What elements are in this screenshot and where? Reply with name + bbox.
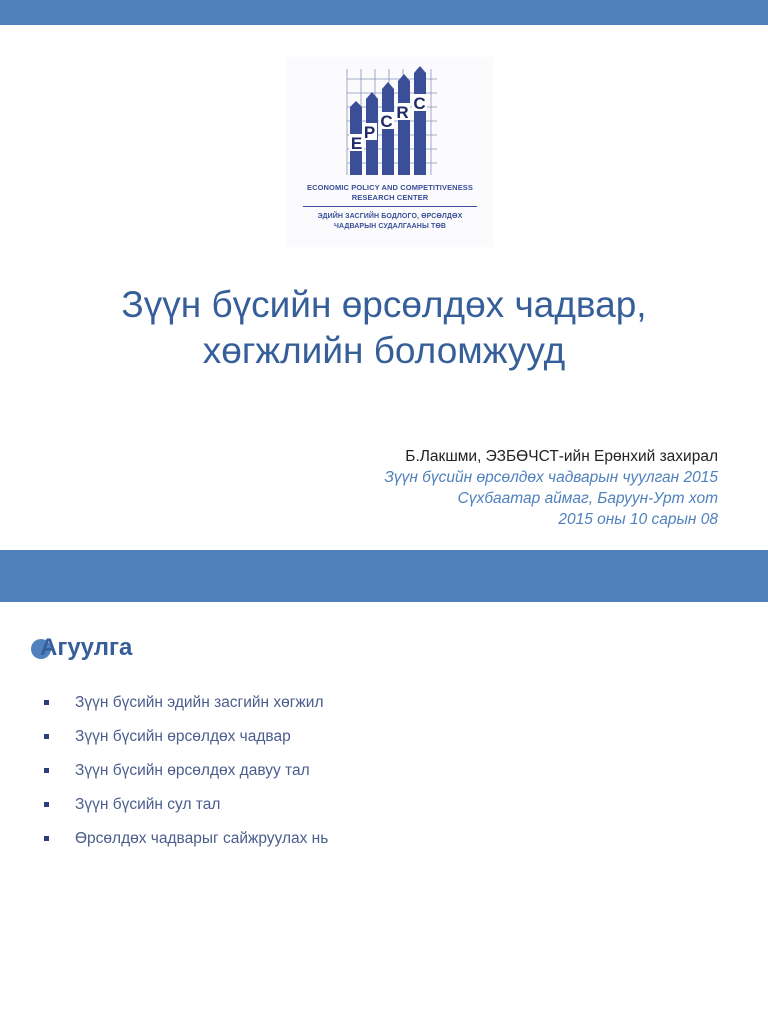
logo-name-en-line1: ECONOMIC POLICY AND COMPETITIVENESS bbox=[306, 183, 474, 192]
logo-name-mn-line1: ЭДИЙН ЗАСГИЙН БОДЛОГО, ӨРСӨЛДӨХ bbox=[317, 213, 463, 220]
presenter-info bbox=[384, 446, 718, 530]
logo-graphic bbox=[287, 57, 493, 182]
logo-letter-c: C bbox=[380, 112, 393, 131]
bullet-icon bbox=[44, 768, 49, 773]
slide-title-line1: Зүүн бүсийн өрсөлдөх чадвар, bbox=[121, 284, 647, 325]
bullet-icon bbox=[44, 836, 49, 841]
slide-title bbox=[40, 282, 728, 374]
logo-name-en-line2: RESEARCH CENTER bbox=[351, 193, 429, 202]
agenda-item-label: Зүүн бүсийн өрсөлдөх чадвар bbox=[75, 728, 291, 745]
slide-title-line2: хөгжлийн боломжууд bbox=[202, 330, 566, 371]
agenda-item-label: Зүүн бүсийн эдийн засгийн хөгжил bbox=[75, 694, 324, 711]
presenter-author: Б.Лакшми, ЭЗБӨЧСТ-ийн Ерөнхий захирал bbox=[405, 448, 718, 465]
section-banner bbox=[0, 550, 768, 602]
presenter-date: 2015 оны 10 сарын 08 bbox=[558, 511, 718, 528]
bullet-icon bbox=[44, 734, 49, 739]
agenda-item-label: Зүүн бүсийн өрсөлдөх давуу тал bbox=[75, 762, 310, 779]
agenda-item-label: Зүүн бүсийн сул тал bbox=[75, 796, 221, 813]
epcrc-logo bbox=[287, 57, 493, 247]
logo-letter-p: P bbox=[363, 123, 376, 142]
top-banner bbox=[0, 0, 768, 25]
bullet-icon bbox=[44, 802, 49, 807]
presenter-event: Зүүн бүсийн өрсөлдөх чадварын чуулган 2015 bbox=[384, 469, 718, 486]
bullet-icon bbox=[44, 700, 49, 705]
logo-name-mn-line2: ЧАДВАРЫН СУДАЛГААНЫ ТӨВ bbox=[333, 223, 447, 230]
presenter-place: Сүхбаатар аймаг, Баруун-Урт хот bbox=[457, 490, 718, 507]
logo-letter-e: E bbox=[350, 134, 363, 153]
logo-letter-r: R bbox=[396, 103, 409, 122]
agenda-title: Агуулга bbox=[40, 634, 133, 661]
logo-letter-c2: C bbox=[413, 94, 426, 113]
logo-divider bbox=[303, 206, 477, 207]
agenda-item-label: Өрсөлдөх чадварыг сайжруулах нь bbox=[75, 830, 329, 847]
